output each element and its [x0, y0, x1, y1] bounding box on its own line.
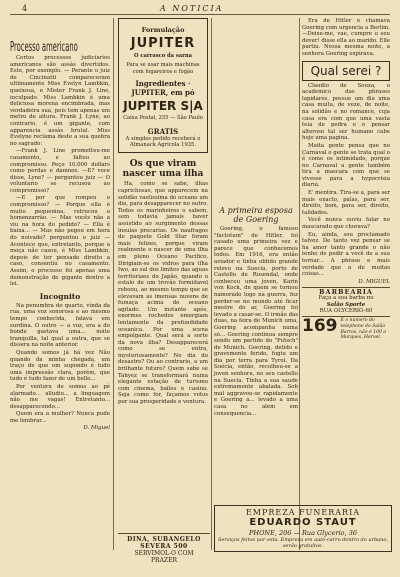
page-number: 4 [22, 4, 30, 13]
ad-brand: JUPITER [130, 36, 196, 51]
paragraph: —Frank J. Line prometteu-me casamento, e faltou ao compromisso. Peço 10.000 dollars como perdas e damnos. —E? voce disse, Lyne? — perguntou juiz — O voluntario se recusou ao compromisso? [10, 148, 110, 194]
servimol-advertisement [118, 533, 210, 564]
paragraph: Era de Hitler e chamava Goering com urgencia a Berlim. —Deixe-me, vae, cumpre o seu dever! disse ella ao marido. Elle partiu. Nessa mesma noite, a senhora Goering expirava. [302, 18, 390, 57]
article-body [118, 181, 208, 405]
signature: D. MIGUEL [358, 278, 390, 285]
article-headline: Os que viram nascer uma ilha [122, 159, 204, 180]
ad-number: 169 [302, 316, 338, 337]
column-4 [302, 18, 390, 341]
ad-ingredients: Ingredientes · JUPITER, em pó [131, 79, 195, 98]
column-divider [113, 18, 114, 550]
ad-text: E o numero do telephone do Salão Barros, não é 100 a Marques, Hervel. [340, 318, 387, 341]
paragraph: Quando somos já há vez Não quando da minha chegada, um traço de que em supondo é tudo uma impressão clara, porém, que tudo é tudo fazer de um bello... [10, 349, 110, 383]
ad-title: BARBEARIA [319, 287, 373, 296]
ad-line: SERVIMOL-O COM [134, 550, 194, 557]
article-headline: A primeira esposa de Goering [219, 206, 293, 224]
paragraph: Goering, o famoso "factotum" de Hitler, foi casado uma primeira vez e parece que conhecemos todos. Em 1916, era então aviador e tinha obtido grande relevo na Suecia, porto de Castello de Rosendal, onde conheceu uma joven, Karin von Kock, de quem se tornou namorado logo na guerra, fez perder-se no mundo até ficar mestre do ar, Goering foi levado a casar-se. O irmão das duas, na feira de Munich uma, Goering acompanha numa só... Goering continua sempre sendo um partido do "Putsch" de Munich. Goering, detido e gravemente ferido, fugiu um dia por terra para Tyrol. Da Suécia, então, recolheu-se a joven senhora, no seu castello na Suecia. Tinha a sua saude extremamente abalada. Sob mal aggravou-se rapidamente e Goering a... levado a uma casa no alem em consequencia... [214, 226, 298, 417]
ad-line: DINA, SUBANGELO [127, 536, 201, 543]
column-3 [214, 200, 298, 418]
paragraph: —E por que rompeu o compromisso? — Porque ella é muito pequenina, retrucou o homenzarrão. — Mas vocês não a viu na hora do pedido? — Ella é baixa... — Mas não pegou em hora do noivado? perguntou o juiz — Acontece que, entretanto, porque a moça não casou, é Miss Lambkin, depois de ter pensado direito a caso, consentiu no casamento. Assim, o processo foi apenas uma demonstração de gigante dentro a lei. [10, 195, 110, 288]
paragraph: Muita gente pensa que no Carnaval o gente se trata qual o é como os intimidado, porque no Carnaval a gente também tira a mascara com que se vivesse para a hypocrisia diaria. [302, 142, 390, 189]
column-title-box: Qual serei ? [302, 61, 390, 81]
jupiter-advertisement [118, 18, 208, 153]
article-headline: Processo americano [10, 40, 78, 55]
paragraph: Claudio de Souza, o academico das phrases lapidares, possue um dia uma casa muita, de veze, de noite, na solidão e no romance, cuja casa era com que uma vasta teia de pedra e o pensar alteroso tal ser humano cabe hoje uma pagina. [302, 82, 390, 142]
telephone-advertisement [302, 316, 390, 340]
ad-label: Formulação [141, 26, 185, 34]
ad-company: EDUARDO STAUT [249, 517, 357, 528]
paragraph: Por ventura de somos ao pé alarmado... alludiu... a linguagem não me vagas! Entretanto... desapparecendo... [10, 383, 110, 410]
column-divider [299, 18, 300, 550]
article-body [302, 83, 390, 278]
column-2 [118, 18, 208, 407]
paragraph: E' mentira. Tira-se a, para ser mais exacto, palas, para ser, direito, bom, para ser, direito, talidades. [302, 190, 390, 216]
article-body [10, 303, 110, 425]
paragraph: Na penumbra do quarto, vinda da rua, uma voz sonorosa e ao mesmo tempo conhecida, falava em surdina. O outro — a voz, era a do bonde gastava uma... noite tranquilla, tal qual a outra, que se dissera na noite anterior. [10, 302, 110, 349]
ad-address: Caixa Postal, 255 — São Paulo [123, 115, 203, 122]
paragraph: Quem era a mulher? Nunca pude me lembrar... [10, 411, 110, 424]
article-body [302, 18, 390, 58]
article-headline: Incognito [39, 291, 81, 301]
ad-line: Faça a sua barba no [318, 295, 374, 302]
paragraph: Você nunca ouviu falar no mascarado que chorava? [302, 217, 390, 231]
ad-gratis-title: GRATIS [147, 126, 179, 136]
header-rule [10, 14, 390, 15]
ad-line: EMPREZA FUNERARIA [245, 508, 361, 517]
ad-contact: PHONE, 206 — Rua Glycerio, 36 [249, 529, 357, 537]
ad-line: SEVERA 500 [140, 543, 188, 550]
paragraph: Ha, como se sabe, ilhas caprichosas, que apparecem na solidão vastissima do oceano um dia, para desapparecer no outro. Todos os marinheiros o sabem, sem todavia jamais haver assistido ao surgimento dessas insulas precarias. Os naufragos do paquete Gold Star foram mais felizes, porque viram realmente o nascer de uma ilha em pleno Oceano Pacifico. Dirigiam-se os vidros para ilha Iwo, ao sul dos limites das aguas territoriaes do Japão, quando o estalo de um trovão formidavel reboou, ao mesmo tempo que se elevavam as imensas nuvens de fumaça acima do oceano agitado. Um instante após, enormes rochedos emergiam lentamente da profundidade oceanica. Por uma scena empolgante. Qual será a sorte da nova ilha? Desapparecerá como se entra, mysteriosamente? No dia do desastre? Ou ao contrario, a um brilhante futuro? Quem sabe se Tahyez se transformará numa elegante estação de turismo com cinema, bailes e casino. Seja como for, façamos votos por sua prosperidade e ventura. [118, 181, 208, 406]
signature: D. Miguel [83, 425, 110, 432]
article-body [214, 226, 298, 417]
ad-gratis-text: A simples pedido receberá o Almanack Agricola 1935. [125, 135, 201, 149]
ad-slogan: O carrasco da sarna [134, 53, 192, 59]
column-1 [10, 18, 110, 431]
ad-line: RUA OLYCERIO-60 [319, 308, 373, 314]
ad-text: Para se usar mais machinas com fogareiros e fogão [126, 62, 200, 75]
ad-line: Salão Sporte [326, 301, 366, 308]
ad-text: Serviços feitos por esta. Empreza em auto-carro dentro do urbano, serão gratuitos. [218, 537, 388, 549]
paragraph: Eu, ainda, sou proclamado talvez. De tanto vez pensar se ha amor tanto grande o não tenho de pedir a você de a sua tornar... A phrase e mais verdade que a de muitas coisas... [302, 231, 390, 278]
newspaper-title: A NOTICIA [160, 4, 224, 13]
funeral-advertisement [214, 505, 392, 552]
barbearia-advertisement [302, 287, 390, 315]
column-divider [211, 18, 212, 550]
article-body [10, 55, 110, 288]
paragraph: Certos processos judiciarios americanos são assás divertidos. Este, por exemplo. — Perante o juiz de Cincinatti compareceram ultimamente Miss Evelyn Lambkin, queixosa, e Mister Frank J. Line, inculpado. Miss Lambkin é uma deliciosa morena encimbrada, mas verdadeira sua, pois tem apenas um metro de altura. Frank J. Lyne, ao contrario, é um gigante, com apparencia assás brutal. Miss Evelyne reclama deste a sua quebra no sagrado: [10, 55, 110, 147]
ad-line: PRAZER [151, 557, 177, 564]
ad-company: JUPITER S|A [123, 99, 203, 114]
